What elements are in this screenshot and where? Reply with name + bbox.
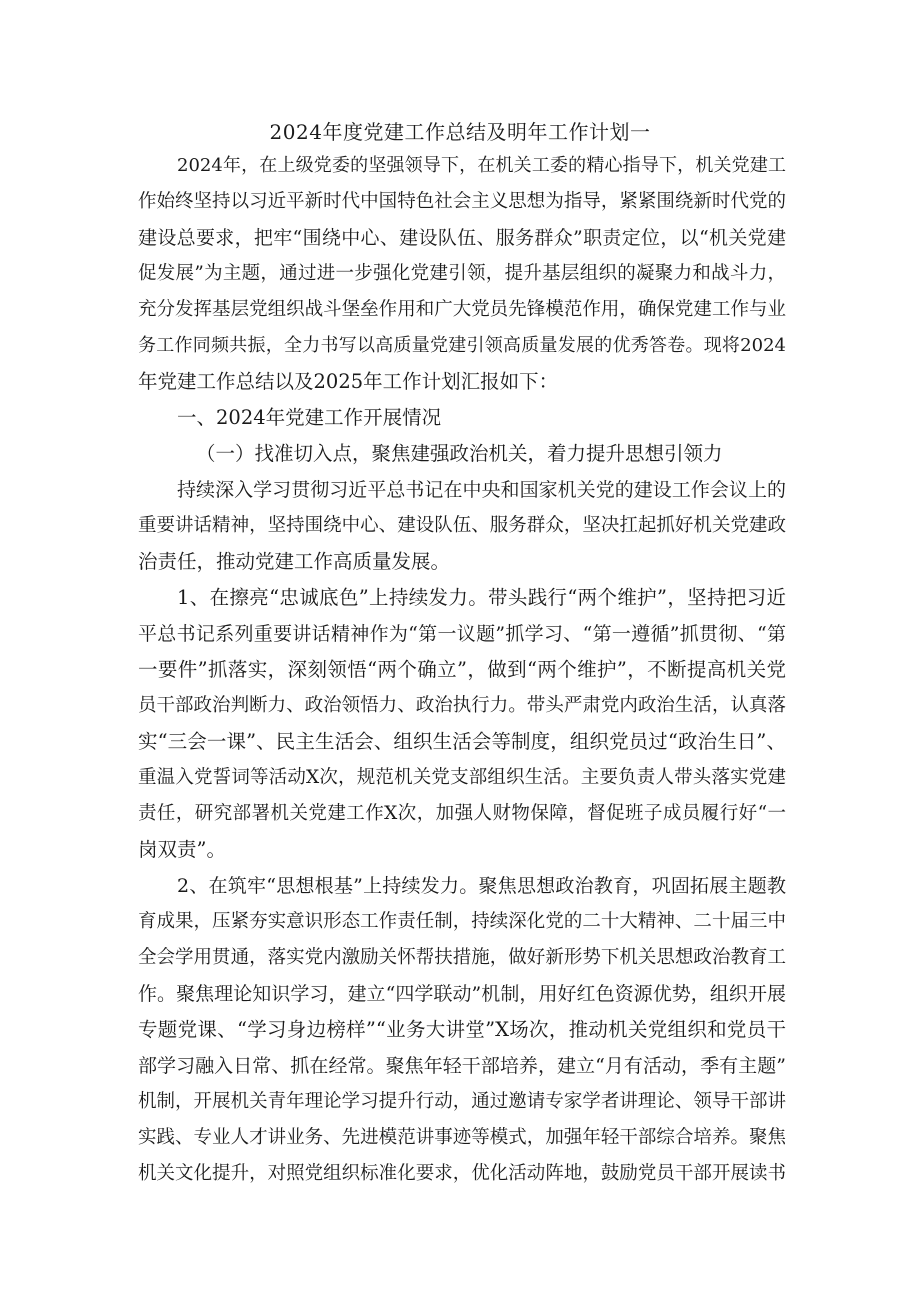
text-line: 重温入党誓词等活动X次，规范机关党支部组织生活。主要负责人带头落实党建 <box>138 767 786 788</box>
text-line: 育成果，压紧夯实意识形态工作责任制，持续深化党的二十大精神、二十届三中 <box>138 911 786 932</box>
text-line: 员干部政治判断力、政治领悟力、政治执行力。带头严肃党内政治生活，认真落 <box>138 695 786 716</box>
text-line: 2、在筑牢“思想根基”上持续发力。聚焦思想政治教育，巩固拓展主题教 <box>177 875 786 897</box>
text-line: 1、在擦亮“忠诚底色”上持续发力。带头践行“两个维护”，坚持把习近 <box>177 586 786 609</box>
text-line: 全会学用贯通，落实党内激励关怀帮扶措施，做好新形势下机关思想政治教育工 <box>138 947 786 968</box>
text-line: 重要讲话精神，坚持围绕中心、建设队伍、服务群众，坚决扛起抓好机关党建政 <box>138 515 786 536</box>
section-heading: 一、2024年党建工作开展情况 <box>177 406 442 429</box>
text-line: 部学习融入日常、抓在经常。聚焦年轻干部培养，建立“月有活动，季有主题” <box>138 1055 786 1077</box>
text-line: 治责任，推动党建工作高质量发展。 <box>138 550 451 573</box>
text-line: 作始终坚持以习近平新时代中国特色社会主义思想为指导，紧紧围绕新时代党的 <box>138 191 786 212</box>
text-line: 机制，开展机关青年理论学习提升行动，通过邀请专家学者讲理论、领导干部讲 <box>138 1091 786 1112</box>
text-line: 实“三会一课”、民主生活会、组织生活会等制度，组织党员过“政治生日”、 <box>138 730 786 753</box>
text-line: 2024年，在上级党委的坚强领导下，在机关工委的精心指导下，机关党建工 <box>177 155 786 176</box>
text-line: 实践、专业人才讲业务、先进模范讲事迹等模式，加强年轻干部综合培养。聚焦 <box>138 1127 786 1148</box>
text-line: 一要件”抓落实，深刻领悟“两个确立”，做到“两个维护”，不断提高机关党 <box>138 658 786 681</box>
text-line: 平总书记系列重要讲话精神作为“第一议题”抓学习、“第一遵循”抓贯彻、“第 <box>138 623 786 645</box>
paragraph-a <box>138 472 786 580</box>
document-body <box>138 148 786 1192</box>
text-line: 持续深入学习贯彻习近平总书记在中央和国家机关党的建设工作会议上的 <box>177 479 786 501</box>
text-line: 专题党课、“学习身边榜样”“业务大讲堂”X场次，推动机关党组织和党员干 <box>138 1018 786 1041</box>
paragraph-1 <box>138 580 786 868</box>
subsection-heading: （一）找准切入点，聚焦建强政治机关，着力提升思想引领力 <box>196 442 723 465</box>
paragraph-2 <box>138 868 786 1192</box>
text-line: 岗双责”。 <box>138 838 226 861</box>
text-line: 建设总要求，把牢“围绕中心、建设队伍、服务群众”职责定位，以“机关党建 <box>138 227 786 249</box>
text-line: 充分发挥基层党组织战斗堡垒作用和广大党员先锋模范作用，确保党建工作与业 <box>138 299 786 320</box>
text-line: 年党建工作总结以及2025年工作计划汇报如下： <box>138 370 559 393</box>
text-line: 作。聚焦理论知识学习，建立“四学联动”机制，用好红色资源优势，组织开展 <box>138 983 786 1005</box>
intro-paragraph <box>138 148 786 400</box>
text-line: 促发展”为主题，通过进一步强化党建引领，提升基层组织的凝聚力和战斗力， <box>138 263 786 284</box>
document-title: 2024年度党建工作总结及明年工作计划一 <box>269 120 651 144</box>
text-line: 机关文化提升，对照党组织标准化要求，优化活动阵地，鼓励党员干部开展读书 <box>138 1163 786 1184</box>
text-line: 务工作同频共振，全力书写以高质量党建引领高质量发展的优秀答卷。现将2024 <box>138 335 786 356</box>
text-line: 责任，研究部署机关党建工作X次，加强人财物保障，督促班子成员履行好“一 <box>138 803 786 824</box>
